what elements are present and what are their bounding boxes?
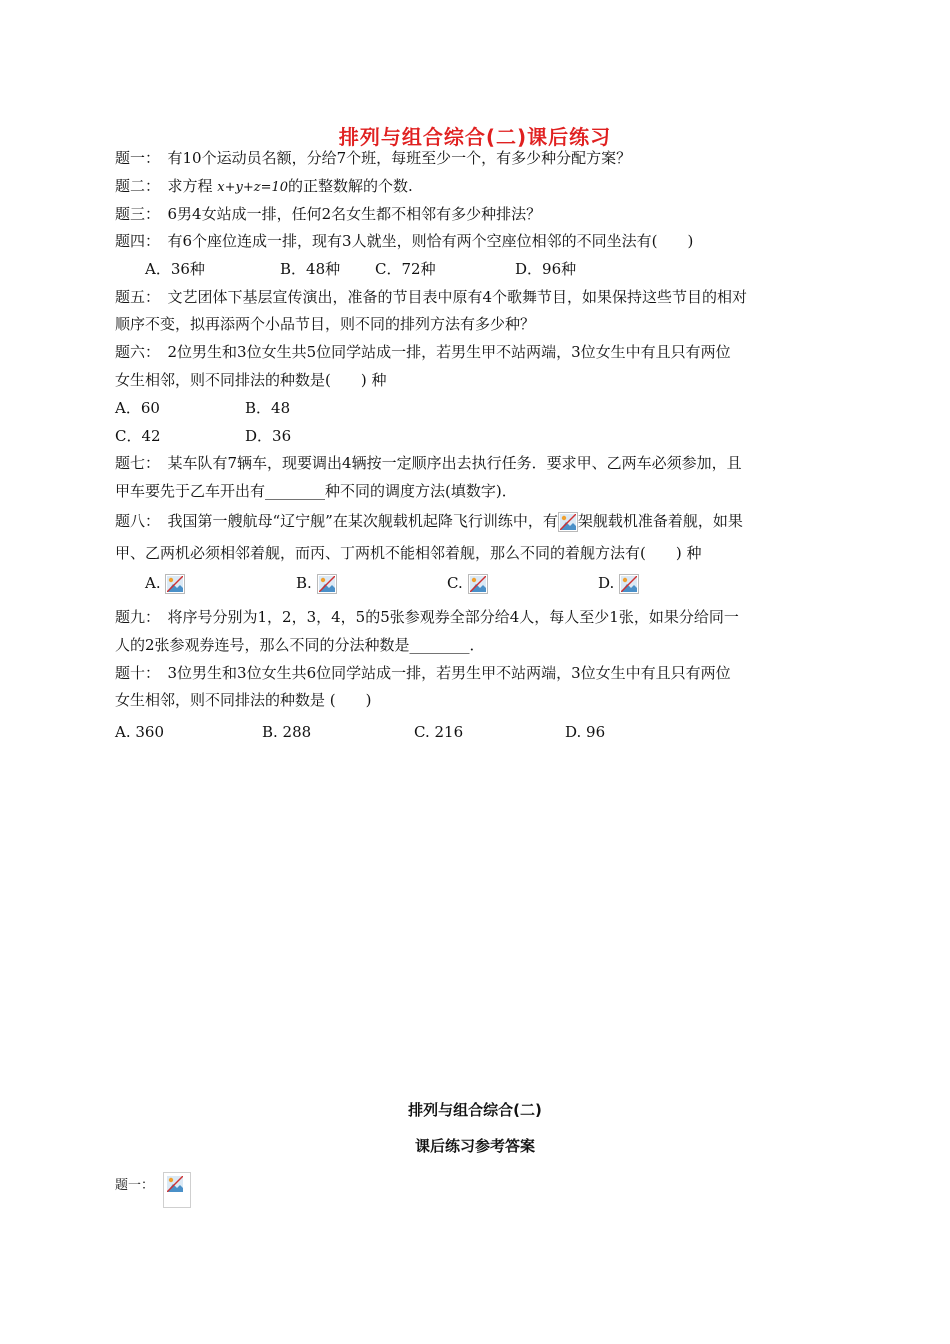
q4-option-d: D．96种 (515, 260, 577, 278)
question-2 (115, 176, 413, 198)
answer-title: 排列与组合综合(二) (408, 1101, 542, 1119)
question-4: 题四： 有6个座位连成一排，现有3人就坐，则恰有两个空座位相邻的不同坐法有( ) (115, 232, 694, 250)
question-7-line-2: 甲车要先于乙车开出有________种不同的调度方法(填数字)． (115, 482, 517, 500)
broken-image-icon (619, 574, 639, 594)
broken-image-icon (317, 574, 337, 594)
question-10-line-2: 女生相邻，则不同排法的种数是 ( ) (115, 691, 372, 709)
question-9-line-1: 题九： 将序号分别为1，2，3，4，5的5张参观券全部分给4人，每人至少1张，如果分给同一 (115, 608, 739, 626)
question-1: 题一： 有10个运动员名额，分给7个班，每班至少一个，有多少种分配方案？ (115, 149, 632, 167)
question-8-line-2: 甲、乙两机必须相邻着舰，而丙、丁两机不能相邻着舰，那么不同的着舰方法有( ) 种 (115, 544, 702, 562)
q4-option-c: C．72种 (375, 260, 436, 278)
question-5-line-1: 题五： 文艺团体下基层宣传演出，准备的节目表中原有4个歌舞节目，如果保持这些节目的相对 (115, 288, 748, 306)
q8-option-c-label: C. (447, 574, 463, 592)
q8-option-d-label: D. (598, 574, 615, 592)
question-2-prefix: 题二： 求方程 (115, 177, 218, 195)
q6-option-c: C．42 (115, 427, 161, 445)
q6-option-b: B．48 (245, 399, 291, 417)
q8-option-c (447, 573, 488, 594)
question-8-line-1a: 题八： 我国第一艘航母“辽宁舰”在某次舰载机起降飞行训练中，有 (115, 512, 558, 530)
q4-option-a: A．36种 (145, 260, 205, 278)
answer-subtitle: 课后练习参考答案 (414, 1137, 535, 1155)
q8-option-d (598, 573, 639, 594)
q10-option-a: A. 360 (115, 723, 164, 741)
q8-option-a-label: A. (145, 574, 161, 592)
answer-q1-label: 题一： (115, 1178, 155, 1193)
question-7-line-1: 题七： 某车队有7辆车，现要调出4辆按一定顺序出去执行任务．要求甲、乙两车必须参加，且 (115, 454, 742, 472)
question-9-line-2: 人的2张参观券连号，那么不同的分法种数是________． (115, 636, 485, 654)
broken-image-icon (558, 512, 578, 532)
q6-option-a: A．60 (115, 399, 160, 417)
broken-image-icon (166, 1175, 186, 1195)
q8-option-a (145, 573, 185, 594)
answer-image-frame (163, 1172, 191, 1208)
q10-option-d: D. 96 (565, 723, 606, 741)
q8-option-b-label: B. (296, 574, 312, 592)
question-3: 题三： 6男4女站成一排，任何2名女生都不相邻有多少种排法？ (115, 205, 542, 223)
q10-option-b: B. 288 (262, 723, 312, 741)
question-8-line-1 (115, 511, 743, 532)
question-8-line-1b: 架舰载机准备着舰，如果 (577, 512, 743, 530)
q8-option-b (296, 573, 337, 594)
broken-image-icon (468, 574, 488, 594)
question-10-line-1: 题十： 3位男生和3位女生共6位同学站成一排，若男生甲不站两端，3位女生中有且只有两位 (115, 664, 731, 682)
question-2-suffix: 的正整数解的个数. (288, 177, 413, 195)
question-6-line-1: 题六： 2位男生和3位女生共5位同学站成一排，若男生甲不站两端，3位女生中有且只有两位 (115, 343, 731, 361)
q4-option-b: B．48种 (280, 260, 341, 278)
broken-image-icon (165, 574, 185, 594)
question-5-line-2: 顺序不变，拟再添两个小品节目，则不同的排列方法有多少种？ (115, 315, 536, 333)
q10-option-c: C. 216 (414, 723, 464, 741)
question-6-line-2: 女生相邻，则不同排法的种数是( ) 种 (115, 371, 387, 389)
page-title: 排列与组合综合(二)课后练习 (338, 125, 612, 149)
q6-option-d: D．36 (245, 427, 292, 445)
question-2-equation: x+y+z=10 (217, 180, 289, 195)
